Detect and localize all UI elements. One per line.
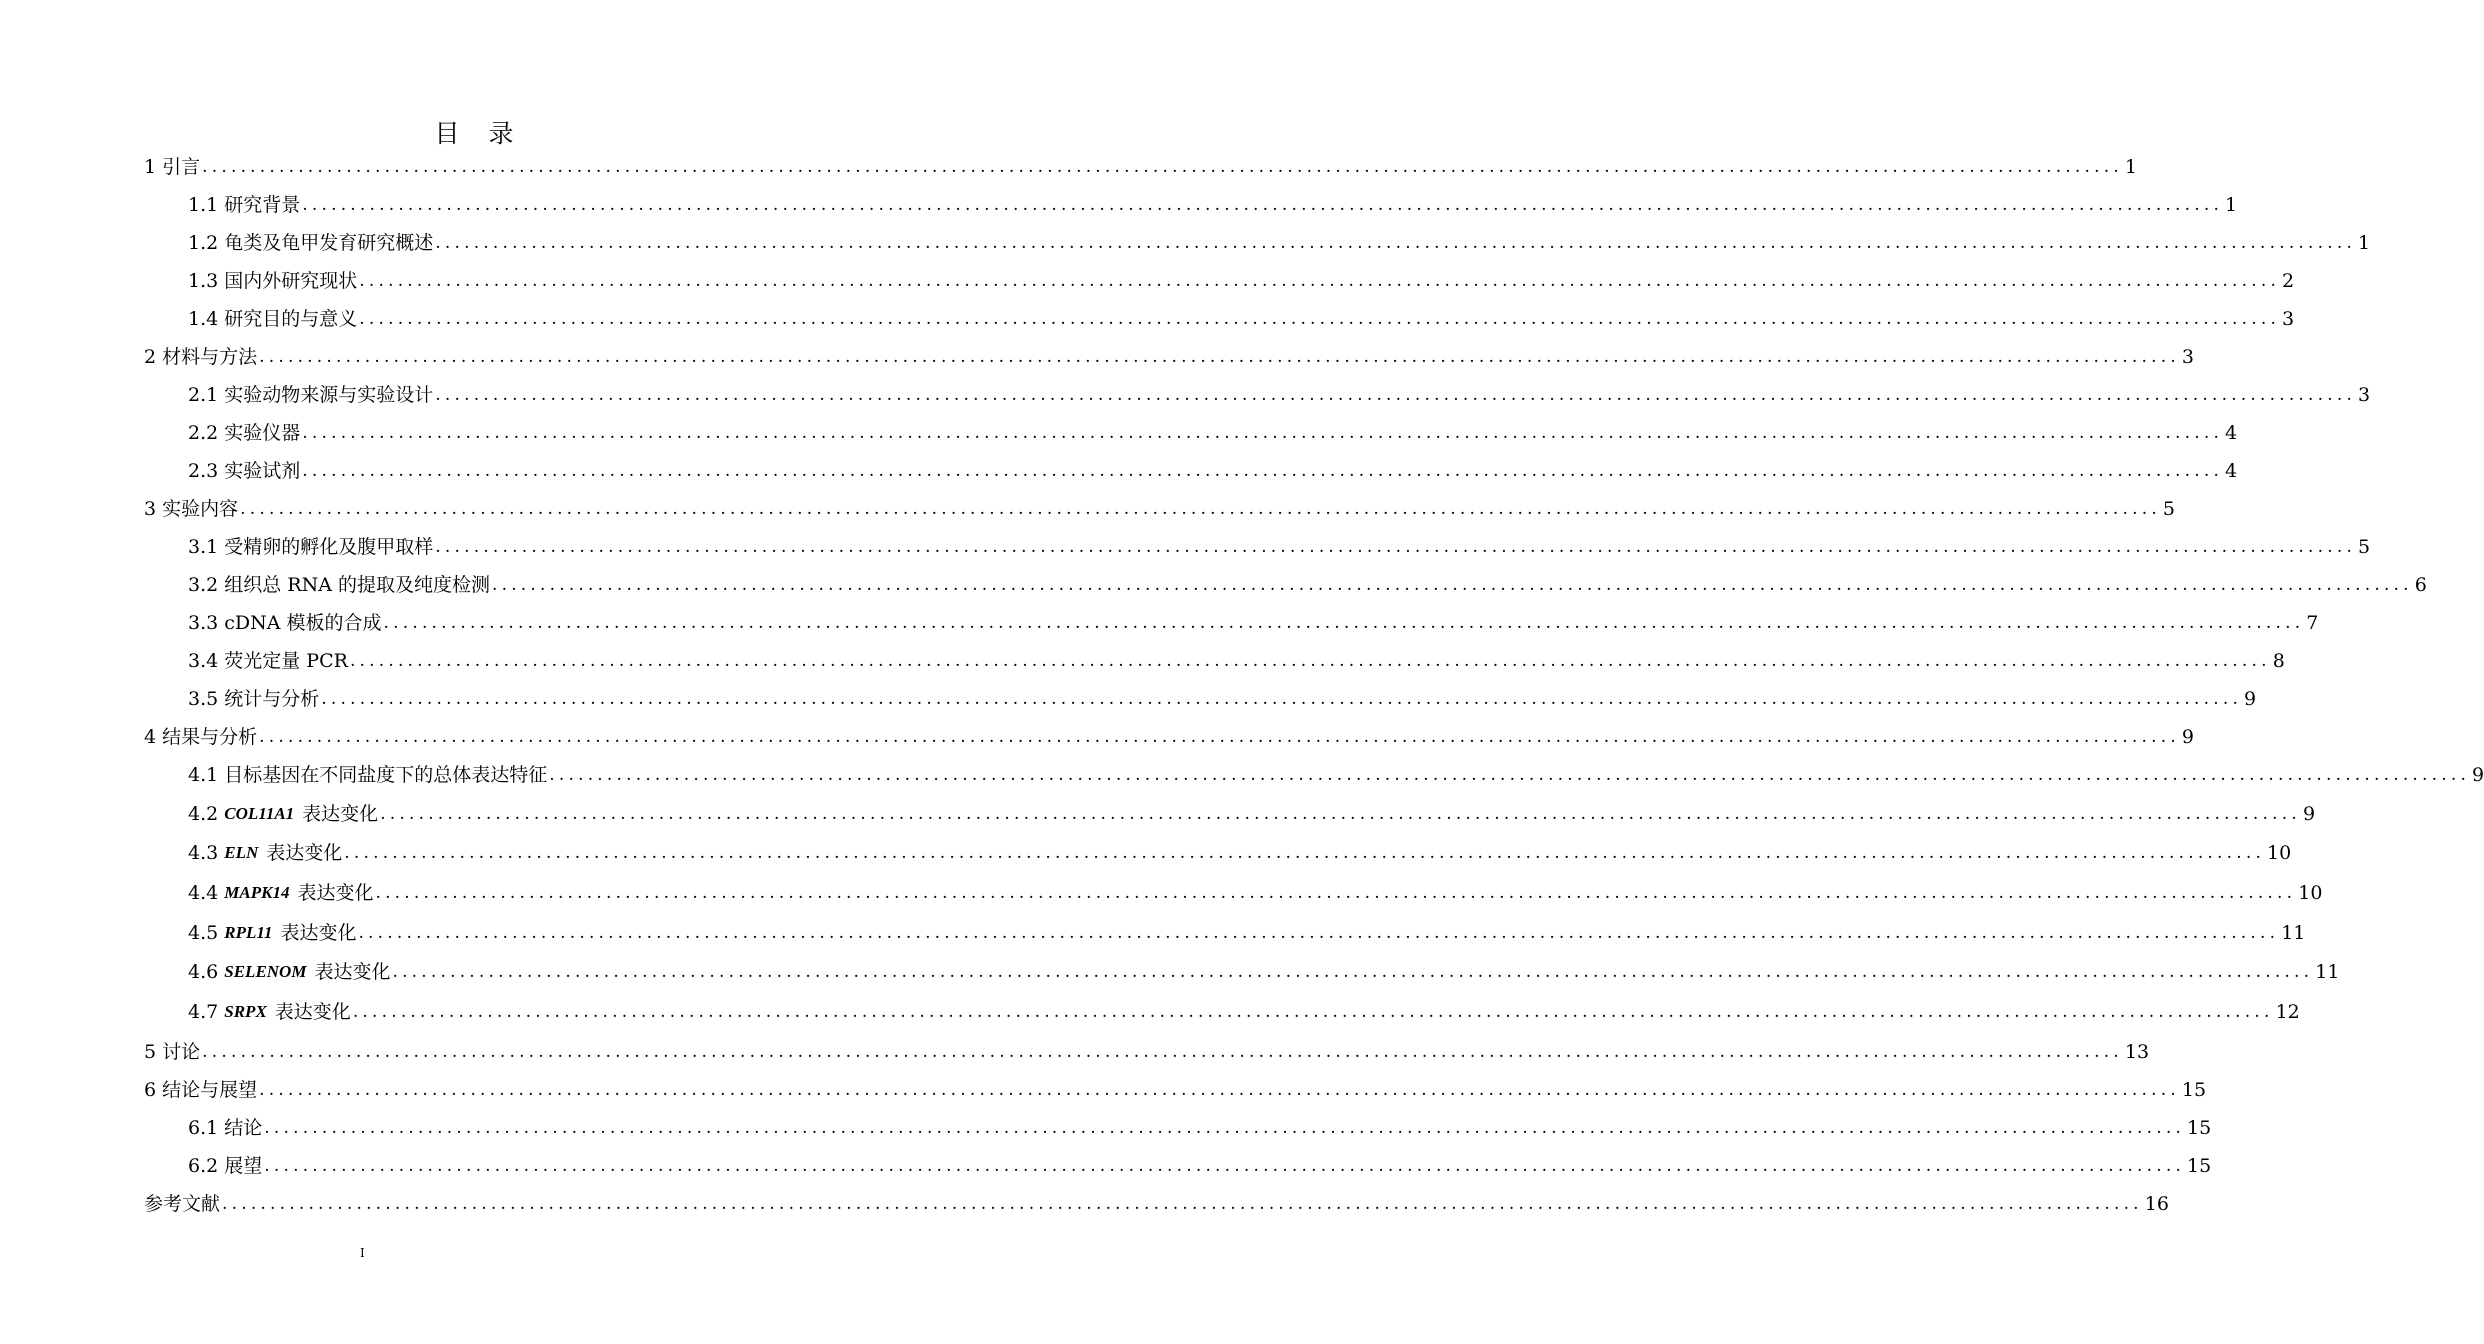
toc-entry-label: 材料与方法 bbox=[162, 346, 258, 368]
toc-entry-label: 研究目的与意义 bbox=[224, 308, 358, 330]
toc-entry-number: 4.5 bbox=[188, 922, 219, 944]
toc-entry-gene: SELENOM bbox=[224, 962, 307, 981]
toc-leader-dots: ........................................................................................................................................................................................................ bbox=[380, 804, 2301, 824]
toc-entry-number: 4.1 bbox=[188, 764, 219, 786]
toc-entry[interactable] bbox=[188, 608, 2319, 638]
toc-entry-page: 11 bbox=[2315, 961, 2340, 983]
toc-entry-number: 4.3 bbox=[188, 842, 219, 864]
toc-entry-label: 引言 bbox=[162, 156, 201, 178]
toc-entry[interactable] bbox=[188, 997, 2300, 1027]
toc-leader-dots: ........................................................................................................................................................................................................ bbox=[302, 423, 2224, 443]
toc-entry-page: 13 bbox=[2124, 1041, 2150, 1063]
toc-entry-number: 2.2 bbox=[188, 422, 219, 444]
toc-entry-label: 表达变化 bbox=[314, 961, 391, 983]
toc-entry-number: 6.2 bbox=[188, 1155, 219, 1177]
toc-entry-label: 结果与分析 bbox=[162, 726, 258, 748]
toc-leader-dots: ........................................................................................................................................................................................................ bbox=[435, 233, 2357, 253]
toc-entry-label: 荧光定量 PCR bbox=[224, 650, 348, 672]
toc-entry-number: 4.4 bbox=[188, 882, 219, 904]
toc-entry-label: 实验试剂 bbox=[224, 460, 301, 482]
toc-entry-page: 11 bbox=[2281, 922, 2306, 944]
toc-entry-number: 1.2 bbox=[188, 232, 219, 254]
toc-entry-number: 1 bbox=[144, 156, 157, 178]
toc-entry-label: 龟类及龟甲发育研究概述 bbox=[224, 232, 434, 254]
toc-entry[interactable] bbox=[188, 684, 2257, 714]
toc-entry-page: 16 bbox=[2144, 1193, 2169, 1215]
toc-entry-page: 15 bbox=[2187, 1117, 2212, 1139]
toc-leader-dots: ........................................................................................................................................................................................................ bbox=[202, 157, 2123, 177]
toc-leader-dots: ........................................................................................................................................................................................................ bbox=[302, 195, 2224, 215]
toc-leader-dots: ........................................................................................................................................................................................................ bbox=[259, 347, 2180, 367]
toc-entry-page: 6 bbox=[2414, 574, 2427, 596]
toc-entry-page: 3 bbox=[2282, 308, 2295, 330]
toc-entry-label: 表达变化 bbox=[274, 1001, 351, 1023]
page-number-footer: I bbox=[360, 1246, 365, 1260]
toc-entry-number: 3.1 bbox=[188, 536, 219, 558]
toc-entry-gene: RPL11 bbox=[224, 923, 273, 942]
toc-entry-number: 3.5 bbox=[188, 688, 219, 710]
toc-entry-gene: COL11A1 bbox=[224, 804, 295, 823]
toc-entry[interactable] bbox=[144, 1037, 2150, 1067]
toc-entry[interactable] bbox=[188, 532, 2371, 562]
toc-entry-page: 3 bbox=[2181, 346, 2195, 368]
toc-entry-number: 5 bbox=[144, 1041, 157, 1063]
toc-entry[interactable] bbox=[188, 799, 2316, 829]
toc-entry[interactable] bbox=[144, 152, 2138, 182]
toc-entry[interactable] bbox=[188, 456, 2238, 486]
toc-leader-dots: ........................................................................................................................................................................................................ bbox=[302, 461, 2224, 481]
toc-leader-dots: ........................................................................................................................................................................................................ bbox=[222, 1194, 2143, 1214]
toc-entry-number: 3.3 bbox=[188, 612, 219, 634]
toc-entry-label: 结论与展望 bbox=[162, 1079, 258, 1101]
toc-entry[interactable] bbox=[188, 228, 2371, 258]
toc-leader-dots: ........................................................................................................................................................................................................ bbox=[240, 499, 2161, 519]
toc-entry[interactable] bbox=[144, 1075, 2207, 1105]
toc-entry[interactable] bbox=[188, 878, 2323, 908]
toc-entry-label: 国内外研究现状 bbox=[224, 270, 358, 292]
toc-entry-page: 10 bbox=[2267, 842, 2292, 864]
toc-entry[interactable] bbox=[144, 1189, 2169, 1219]
toc-entry-page: 9 bbox=[2181, 726, 2195, 748]
toc-entry-label: 结论 bbox=[224, 1117, 263, 1139]
toc-entry-page: 7 bbox=[2306, 612, 2319, 634]
toc-entry-number: 4 bbox=[144, 726, 157, 748]
toc-entry[interactable] bbox=[144, 342, 2195, 372]
toc-entry-number: 6 bbox=[144, 1079, 157, 1101]
toc-entry-number: 1.4 bbox=[188, 308, 219, 330]
toc-entry[interactable] bbox=[188, 190, 2238, 220]
toc-entry-number: 4.2 bbox=[188, 803, 219, 825]
toc-entry-number: 2 bbox=[144, 346, 157, 368]
toc-entry[interactable] bbox=[144, 722, 2195, 752]
toc-entry-label: 表达变化 bbox=[297, 882, 374, 904]
toc-entry-page: 1 bbox=[2358, 232, 2371, 254]
toc-entry[interactable] bbox=[188, 918, 2306, 948]
toc-entry-number: 6.1 bbox=[188, 1117, 219, 1139]
toc-leader-dots: ........................................................................................................................................................................................................ bbox=[492, 575, 2413, 595]
toc-entry-page: 3 bbox=[2358, 384, 2371, 406]
toc-entry-page: 8 bbox=[2272, 650, 2285, 672]
toc-entry-label: 统计与分析 bbox=[224, 688, 320, 710]
toc-entry-number: 1.1 bbox=[188, 194, 219, 216]
toc-entry-number: 2.3 bbox=[188, 460, 219, 482]
toc-entry-label: 表达变化 bbox=[266, 842, 343, 864]
toc-entry-page: 15 bbox=[2181, 1079, 2207, 1101]
toc-entry[interactable] bbox=[188, 646, 2285, 676]
toc-title: 目 录 bbox=[434, 119, 516, 148]
toc-entry-page: 4 bbox=[2225, 422, 2238, 444]
toc-entry-page: 5 bbox=[2162, 498, 2176, 520]
toc-entry-label: 表达变化 bbox=[302, 803, 379, 825]
toc-leader-dots: ........................................................................................................................................................................................................ bbox=[321, 689, 2243, 709]
toc-entry-label: 参考文献 bbox=[144, 1193, 221, 1215]
toc-entry-number: 4.6 bbox=[188, 961, 219, 983]
toc-leader-dots: ........................................................................................................................................................................................................ bbox=[549, 765, 2471, 785]
toc-entry-label: 实验动物来源与实验设计 bbox=[224, 384, 434, 406]
toc-leader-dots: ........................................................................................................................................................................................................ bbox=[349, 651, 2271, 671]
toc-entry-label: 表达变化 bbox=[280, 922, 357, 944]
toc-leader-dots: ........................................................................................................................................................................................................ bbox=[264, 1118, 2186, 1138]
toc-leader-dots: ........................................................................................................................................................................................................ bbox=[264, 1156, 2186, 1176]
toc-entry-number: 1.3 bbox=[188, 270, 219, 292]
toc-leader-dots: ........................................................................................................................................................................................................ bbox=[352, 1002, 2274, 1022]
toc-entry-number: 4.7 bbox=[188, 1001, 219, 1023]
toc-entry[interactable] bbox=[188, 1113, 2212, 1143]
toc-entry[interactable] bbox=[188, 380, 2371, 410]
toc-leader-dots: ........................................................................................................................................................................................................ bbox=[358, 923, 2280, 943]
toc-leader-dots: ........................................................................................................................................................................................................ bbox=[202, 1042, 2123, 1062]
toc-leader-dots: ........................................................................................................................................................................................................ bbox=[344, 843, 2266, 863]
toc-entry-page: 5 bbox=[2358, 536, 2371, 558]
toc-entry-page: 4 bbox=[2225, 460, 2238, 482]
toc-entry-page: 9 bbox=[2244, 688, 2257, 710]
toc-entry[interactable] bbox=[188, 570, 2427, 600]
toc-entry[interactable] bbox=[188, 304, 2295, 334]
toc-entry-label: 讨论 bbox=[162, 1041, 201, 1063]
toc-entry-page: 12 bbox=[2275, 1001, 2300, 1023]
toc-entry[interactable] bbox=[188, 1151, 2212, 1181]
toc-entry-label: 展望 bbox=[224, 1155, 263, 1177]
toc-entry[interactable] bbox=[188, 760, 2484, 790]
toc-entry[interactable] bbox=[188, 838, 2292, 868]
toc-entry-page: 1 bbox=[2124, 156, 2138, 178]
toc-leader-dots: ........................................................................................................................................................................................................ bbox=[435, 537, 2357, 557]
toc-leader-dots: ........................................................................................................................................................................................................ bbox=[259, 1080, 2180, 1100]
toc-entry[interactable] bbox=[188, 957, 2340, 987]
toc-entry-page: 15 bbox=[2187, 1155, 2212, 1177]
toc-entry-label: 实验仪器 bbox=[224, 422, 301, 444]
toc-leader-dots: ........................................................................................................................................................................................................ bbox=[435, 385, 2357, 405]
toc-entry-number: 2.1 bbox=[188, 384, 219, 406]
toc-entry-number: 3.4 bbox=[188, 650, 219, 672]
toc-entry[interactable] bbox=[144, 494, 2176, 524]
toc-leader-dots: ........................................................................................................................................................................................................ bbox=[392, 962, 2314, 982]
toc-entry-page: 2 bbox=[2282, 270, 2295, 292]
toc-leader-dots: ........................................................................................................................................................................................................ bbox=[259, 727, 2180, 747]
toc-entry-gene: ELN bbox=[224, 843, 259, 862]
toc-entry-number: 3 bbox=[144, 498, 157, 520]
toc-entry-gene: MAPK14 bbox=[224, 883, 290, 902]
toc-entry-label: cDNA 模板的合成 bbox=[224, 612, 382, 634]
toc-entry[interactable] bbox=[188, 266, 2295, 296]
toc-entry[interactable] bbox=[188, 418, 2238, 448]
toc-entry-page: 10 bbox=[2298, 882, 2323, 904]
toc-entry-page: 9 bbox=[2472, 764, 2484, 786]
toc-entry-label: 受精卵的孵化及腹甲取样 bbox=[224, 536, 434, 558]
toc-entry-gene: SRPX bbox=[224, 1002, 267, 1021]
toc-leader-dots: ........................................................................................................................................................................................................ bbox=[383, 613, 2305, 633]
toc-entry-label: 目标基因在不同盐度下的总体表达特征 bbox=[224, 764, 548, 786]
toc-leader-dots: ........................................................................................................................................................................................................ bbox=[359, 271, 2281, 291]
toc-leader-dots: ........................................................................................................................................................................................................ bbox=[375, 883, 2297, 903]
toc-entry-number: 3.2 bbox=[188, 574, 219, 596]
toc-entry-label: 组织总 RNA 的提取及纯度检测 bbox=[224, 574, 490, 596]
toc-leader-dots: ........................................................................................................................................................................................................ bbox=[359, 309, 2281, 329]
toc-entry-label: 研究背景 bbox=[224, 194, 301, 216]
toc-entry-page: 1 bbox=[2225, 194, 2238, 216]
toc-entry-page: 9 bbox=[2302, 803, 2316, 825]
toc-entry-label: 实验内容 bbox=[162, 498, 239, 520]
